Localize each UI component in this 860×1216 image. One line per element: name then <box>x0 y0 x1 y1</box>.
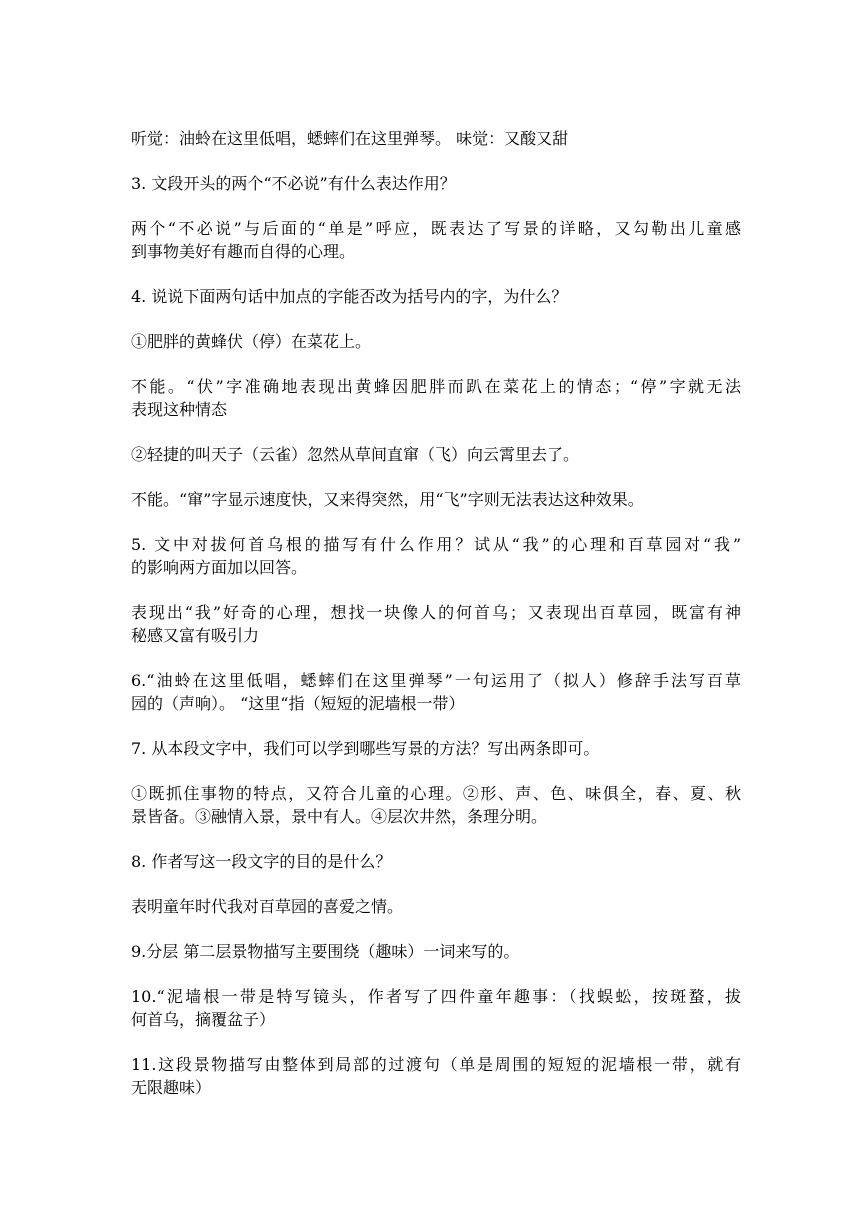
question-3: 3. 文段开头的两个“不必说”有什么表达作用？ <box>131 174 456 193</box>
answer-3-line-2: 到事物美好有趣而自得的心理。 <box>131 242 356 261</box>
question-4: 4. 说说下面两句话中加点的字能否改为括号内的字，为什么？ <box>131 287 568 306</box>
question-6-line-1: 6.“油蛉在这里低唱，蟋蟀们在这里弹琴”一句运用了（拟人）修辞手法写百草 <box>131 671 741 690</box>
question-8: 8. 作者写这一段文字的目的是什么？ <box>131 852 392 871</box>
question-5-line-2: 的影响两方面加以回答。 <box>131 558 308 577</box>
answer-4-2: 不能。“窜”字显示速度快，又来得突然，用“飞”字则无法表达这种效果。 <box>131 490 644 509</box>
answer-5-line-1: 表现出“我”好奇的心理，想找一块像人的何首乌；又表现出百草园，既富有神 <box>131 603 741 622</box>
question-10-line-1: 10.“泥墙根一带是特写镜头，作者写了四件童年趣事：（找蜈蚣，按斑蝥，拔 <box>131 987 741 1006</box>
answer-5-line-2: 秘感又富有吸引力 <box>131 626 260 645</box>
question-11-line-2: 无限趣味） <box>131 1078 212 1097</box>
answer-7-line-2: 景皆备。③融情入景，景中有人。④层次井然，条理分明。 <box>131 807 548 826</box>
answer-7-line-1: ①既抓住事物的特点，又符合儿童的心理。②形、声、色、味俱全，春、夏、秋 <box>131 784 741 803</box>
answer-4-1-line-1: 不能。“伏”字准确地表现出黄蜂因肥胖而趴在菜花上的情态；“停”字就无法 <box>131 377 741 396</box>
answer-4-1-line-2: 表现这种情态 <box>131 400 228 419</box>
answer-3-line-1: 两个“不必说”与后面的“单是”呼应，既表达了写景的详略，又勾勒出儿童感 <box>131 219 741 238</box>
question-5-line-1: 5. 文中对拔何首乌根的描写有什么作用？试从“我”的心理和百草园对“我” <box>131 535 741 554</box>
question-4-sentence-1: ①肥胖的黄蜂伏（停）在菜花上。 <box>131 332 372 351</box>
question-10-line-2: 何首乌，摘覆盆子） <box>131 1010 276 1029</box>
question-4-sentence-2: ②轻捷的叫天子（云雀）忽然从草间直窜（飞）向云霄里去了。 <box>131 445 580 464</box>
question-6-line-2: 园的（声响）。 “这里“指（短短的泥墙根一带） <box>131 694 465 713</box>
question-11-line-1: 11.这段景物描写由整体到局部的过渡句（单是周围的短短的泥墙根一带，就有 <box>131 1055 741 1074</box>
question-7: 7. 从本段文字中，我们可以学到哪些写景的方法？写出两条即可。 <box>131 739 600 758</box>
answer-line-hearing-taste: 听觉：油蛉在这里低唱，蟋蟀们在这里弹琴。 味觉：又酸又甜 <box>131 129 569 148</box>
question-9: 9.分层 第二层景物描写主要围绕（趣味）一词来写的。 <box>131 942 520 961</box>
answer-8: 表明童年时代我对百草园的喜爱之情。 <box>131 897 404 916</box>
